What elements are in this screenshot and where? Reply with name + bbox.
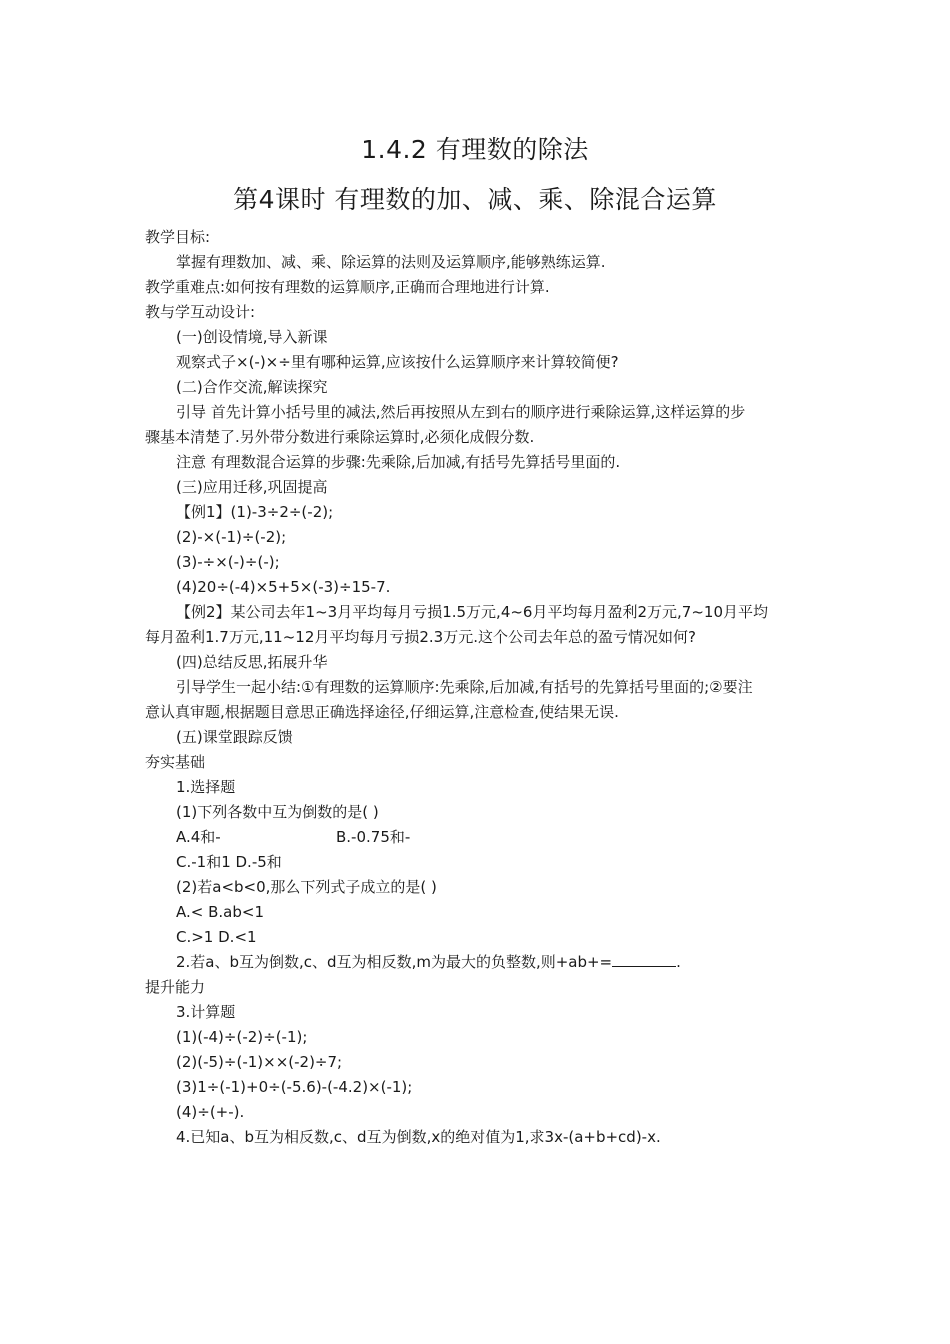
q1-1-option-a: A.4和-: [176, 828, 221, 846]
section5-heading: (五)课堂跟踪反馈: [176, 728, 293, 746]
q3-item: (1)(-4)÷(-2)÷(-1);: [176, 1028, 308, 1046]
section4-heading: (四)总结反思,拓展升华: [176, 653, 328, 671]
example2-line1: 【例2】某公司去年1~3月平均每月亏损1.5万元,4~6月平均每月盈利2万元,7~10月平均: [176, 603, 768, 621]
q3-item: (4)÷(+-).: [176, 1103, 245, 1121]
section2-note: 注意 有理数混合运算的步骤:先乘除,后加减,有括号先算括号里面的.: [176, 453, 621, 471]
example1-item: (2)-×(-1)÷(-2);: [176, 528, 287, 546]
q4-text: 4.已知a、b互为相反数,c、d互为倒数,x的绝对值为1,求3x-(a+b+cd)-x.: [176, 1128, 661, 1146]
q1-1-options-cd: C.-1和1 D.-5和: [176, 853, 282, 871]
q1-1-stem: (1)下列各数中互为倒数的是( ): [176, 803, 379, 821]
q3-heading: 3.计算题: [176, 1003, 236, 1021]
q1-1-option-b: B.-0.75和-: [336, 828, 411, 846]
example1-item: (3)-÷×(-)÷(-);: [176, 553, 280, 571]
q2-end: .: [676, 953, 681, 971]
q3-item: (2)(-5)÷(-1)××(-2)÷7;: [176, 1053, 343, 1071]
example1-item: 【例1】(1)-3÷2÷(-2);: [176, 503, 334, 521]
q1-2-options-cd: C.>1 D.<1: [176, 928, 257, 946]
answer-blank[interactable]: [612, 952, 676, 967]
key-difficulty: 教学重难点:如何按有理数的运算顺序,正确而合理地进行计算.: [145, 278, 550, 296]
q1-2-options-ab: A.< B.ab<1: [176, 903, 264, 921]
example2-line2: 每月盈利1.7万元,11~12月平均每月亏损2.3万元.这个公司去年总的盈亏情况如何?: [145, 628, 696, 646]
example1-item: (4)20÷(-4)×5+5×(-3)÷15-7.: [176, 578, 391, 596]
objectives-heading: 教学目标:: [145, 228, 211, 246]
q3-item: (3)1÷(-1)+0÷(-5.6)-(-4.2)×(-1);: [176, 1078, 413, 1096]
lesson-subtitle: 第4课时 有理数的加、减、乘、除混合运算: [233, 185, 717, 214]
design-heading: 教与学互动设计:: [145, 303, 256, 321]
objectives-text: 掌握有理数加、减、乘、除运算的法则及运算顺序,能够熟练运算.: [176, 253, 606, 271]
q2-line: [176, 952, 681, 972]
q1-2-stem: (2)若a<b<0,那么下列式子成立的是( ): [176, 878, 437, 896]
section4-line2: 意认真审题,根据题目意思正确选择途径,仔细运算,注意检查,使结果无误.: [145, 703, 619, 721]
section2-guide-line1: 引导 首先计算小括号里的减法,然后再按照从左到右的顺序进行乘除运算,这样运算的步: [176, 403, 746, 421]
section2-guide-line2: 骤基本清楚了.另外带分数进行乘除运算时,必须化成假分数.: [145, 428, 535, 446]
section1-heading: (一)创设情境,导入新课: [176, 328, 328, 346]
q1-heading: 1.选择题: [176, 778, 236, 796]
section2-heading: (二)合作交流,解读探究: [176, 378, 328, 396]
section4-line1: 引导学生一起小结:①有理数的运算顺序:先乘除,后加减,有括号的先算括号里面的;②要注: [176, 678, 753, 696]
q2-text: 2.若a、b互为倒数,c、d互为相反数,m为最大的负整数,则+ab+=: [176, 953, 613, 971]
section1-text: 观察式子×(-)×÷里有哪种运算,应该按什么运算顺序来计算较简便?: [176, 353, 619, 371]
advance-heading: 提升能力: [145, 978, 206, 996]
basics-heading: 夯实基础: [145, 753, 206, 771]
lesson-title: 1.4.2 有理数的除法: [361, 135, 589, 164]
section3-heading: (三)应用迁移,巩固提高: [176, 478, 328, 496]
